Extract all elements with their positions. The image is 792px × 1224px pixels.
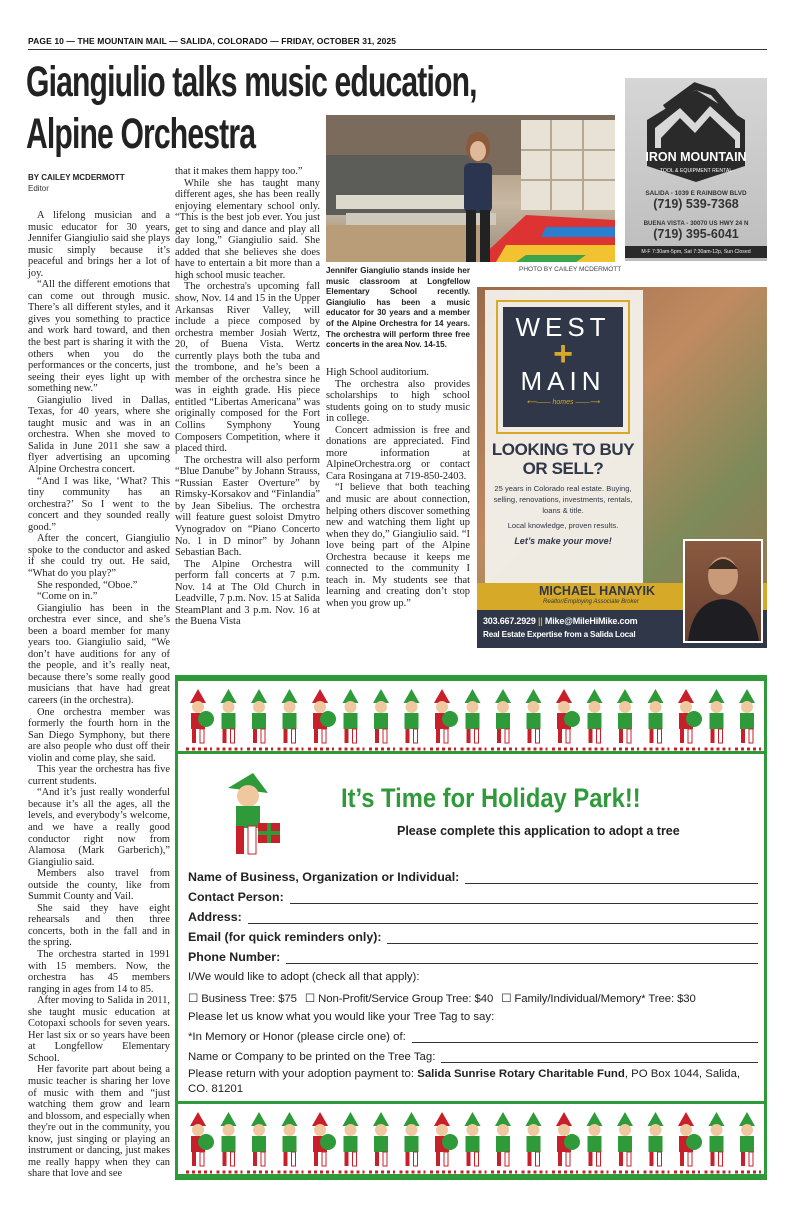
elves-santa-icon-row — [178, 1104, 764, 1174]
article-paragraph: “All the different emotions that can come out through music. There’s all different styles, and it gives you something to practice and work hard toward, and then the best part is sharing it with the others when you do the performances or the concerts, just seeing their eyes light up with something new.” — [28, 279, 170, 395]
photo-caption: Jennifer Giangiulio stands inside her music classroom at Longfellow Elementary School recently. Giangiulio has been a music educator for 30 years and a member of the Alpine Orchestra for 14 years. The orchestra will perform three free concerts in the area Nov. 14-15. — [326, 266, 470, 350]
elf-icon — [247, 689, 273, 749]
article-paragraph: “Come on in.” — [37, 591, 98, 603]
adopt-options — [188, 991, 758, 1005]
elf-icon — [247, 1112, 273, 1172]
article-paragraph: The orchestra also provides scholarships to high school students going on to study music in college. — [326, 378, 470, 425]
article-paragraph: The orchestra will also perform “Blue Danube” by Johann Strauss, “Russian Easter Overture” by Rimsky-Korsakov and “Finlandia” by Jean Sibelius. The orchestra will feature guest soloist Dmytro Vynogradov on “Piano Concerto No. 1 in D minor” by Johann Sebastian Bach. — [175, 454, 320, 559]
elf-icon — [583, 1112, 609, 1172]
elf-icon — [644, 689, 670, 749]
logo-west: WEST — [515, 312, 611, 342]
santa-icon — [308, 689, 336, 749]
article-paragraph: A lifelong musician and a music educator for 30 years, Jennifer Giangiulio said she plays music simply because it’s peaceful and brings her a lot of joy. — [28, 210, 170, 279]
field-tree-tag-name[interactable] — [188, 1051, 758, 1063]
ad-body-2: Local knowledge, proven results. — [507, 521, 619, 530]
ad-west-main-homes[interactable] — [477, 287, 767, 648]
elf-icon — [491, 1112, 517, 1172]
elf-icon — [613, 1112, 639, 1172]
elf-icon — [461, 1112, 487, 1172]
article-paragraph: “I believe that both teaching and music are about connection, helping others discover something new and watching them light up when they do,” Giangiulio said. “I love being part of the Alpine Orchestra because it keeps me connected to the community I teach in. My students see that learning and creating don’t stop when you grow up.” — [326, 482, 470, 609]
elf-icon — [217, 689, 243, 749]
elf-icon — [369, 1112, 395, 1172]
article-paragraph: This year the orchestra has five current students. — [28, 764, 170, 787]
article-paragraph: After moving to Salida in 2011, she taught music education at Cotopaxi schools for seven years. Her last six or so years have been at Longfellow Elementary School. — [28, 995, 170, 1064]
return-instructions — [188, 1067, 753, 1097]
article-photo — [326, 115, 615, 262]
article-paragraph: Giangiulio lived in Dallas, Texas, for 40 years, where she taught music and was in an orchestra. When she moved to Salida in June 2011 she saw a flyer advertising an upcoming Alpine Orchestra concert. — [28, 394, 170, 476]
elf-icon — [705, 689, 731, 749]
elf-icon — [491, 689, 517, 749]
field-name-business[interactable] — [188, 870, 758, 884]
option-label: Family/Individual/Memory* Tree: $30 — [514, 993, 696, 1005]
holiday-subtitle: Please complete this application to adopt a tree — [397, 824, 680, 838]
agent-photo — [683, 539, 763, 643]
input-line[interactable] — [412, 1033, 758, 1043]
adopt-prompt: I/We would like to adopt (check all that apply): — [188, 971, 420, 983]
agent-contact[interactable] — [483, 616, 637, 626]
input-line[interactable] — [248, 914, 758, 924]
page-folio: PAGE 10 — THE MOUNTAIN MAIL — SALIDA, COLORADO — FRIDAY, OCTOBER 31, 2025 — [28, 36, 397, 46]
classroom-photo-illustration — [326, 115, 615, 262]
elf-icon — [400, 1112, 426, 1172]
photo-credit: PHOTO BY CAILEY MCDERMOTT — [519, 266, 622, 273]
iron-phone-salida: (719) 539-7368 — [653, 197, 739, 211]
article-paragraph: The orchestra's upcoming fall show, Nov. 14 and 15 in the Upper Arkansas River Valley, will include a piece composed by orchestra member Josiah Wertz, 20, of Buena Vista. Wertz currently plays both the tuba and the trombone, and he’s been a member of the orchestra since he was in eighth grade. His piece entitled “Libertas Americana” was originally composed for the Fort Collins Symphony Young Composers Competition, where it placed third. — [175, 281, 320, 455]
logo-homes-arrow: ⟵—— homes ——⟶ — [526, 399, 600, 406]
article-paragraph: After the concert, Giangiulio spoke to the conductor and asked if she could try out. He said, “What do you play?” — [28, 533, 170, 579]
article-paragraph: that it makes them happy too.” — [175, 166, 303, 177]
article-paragraph: High School auditorium. — [326, 367, 430, 378]
input-line[interactable] — [290, 894, 758, 904]
elves-border-top — [178, 678, 764, 754]
elf-icon — [339, 689, 365, 749]
santa-icon — [674, 1112, 702, 1172]
return-org: Salida Sunrise Rotary Charitable Fund — [417, 1068, 625, 1080]
elf-with-gift-icon — [208, 768, 288, 863]
field-label: Name or Company to be printed on the Tree Tag: — [188, 1051, 436, 1063]
elf-icon — [735, 689, 761, 749]
input-line[interactable] — [286, 954, 758, 964]
ad-text-flow — [487, 440, 639, 547]
elves-santa-icon-row — [178, 681, 764, 751]
iron-location-salida: SALIDA - 1039 E RAINBOW BLVD — [645, 190, 747, 197]
elf-icon — [613, 689, 639, 749]
field-memory-honor[interactable] — [188, 1031, 758, 1043]
option-family-tree[interactable]: ☐ Family/Individual/Memory* Tree: $30 — [501, 993, 696, 1005]
field-address[interactable] — [188, 910, 758, 924]
iron-mountain-logo-sub: TOOL & EQUIPMENT RENTAL — [659, 168, 733, 174]
headline-line-1: Giangiulio talks music education, — [26, 58, 477, 106]
input-line[interactable] — [465, 874, 758, 884]
article-paragraph: The orchestra started in 1991 with 15 members. Now, the orchestra has 45 members ranging in ages from 14 to 85. — [28, 949, 170, 995]
field-label: Contact Person: — [188, 890, 284, 904]
elf-icon — [217, 1112, 243, 1172]
elf-icon — [735, 1112, 761, 1172]
article-paragraph: She said they have eight rehearsals and then three concerts, both in the fall and in the spring. — [28, 902, 170, 949]
iron-phone-buena-vista: (719) 395-6041 — [653, 227, 739, 241]
headline-line-2: Alpine Orchestra — [26, 110, 256, 158]
ad-footer: Real Estate Expertise from a Salida Local — [483, 630, 636, 639]
elf-icon — [522, 1112, 548, 1172]
elf-icon — [339, 1112, 365, 1172]
option-label: Non-Profit/Service Group Tree: $40 — [318, 993, 494, 1005]
elf-icon — [278, 689, 304, 749]
ad-tagline: Let’s make your move! — [514, 536, 612, 546]
field-label: *In Memory or Honor (please circle one) of: — [188, 1031, 406, 1043]
elf-icon — [705, 1112, 731, 1172]
agent-portrait — [685, 541, 761, 641]
option-label: Business Tree: $75 — [201, 993, 297, 1005]
return-prefix: Please return with your adoption payment to: — [188, 1068, 418, 1080]
input-line[interactable] — [387, 934, 758, 944]
iron-mountain-logo — [625, 78, 767, 183]
field-email[interactable] — [188, 930, 758, 944]
ad-body: 25 years in Colorado real estate. Buying, selling, renovations, investments, rentals, loans & title. — [493, 484, 633, 515]
article-paragraph: Members also travel from outside the county, like from Summit County and Vail. — [28, 868, 170, 903]
elf-icon — [278, 1112, 304, 1172]
elf-icon — [369, 689, 395, 749]
agent-name: MICHAEL HANAYIK — [539, 584, 655, 598]
elf-icon — [400, 689, 426, 749]
agent-title: Realtor/Employing Associate Broker — [543, 599, 639, 605]
header-rule — [28, 49, 767, 50]
byline: BY CAILEY MCDERMOTT — [28, 173, 125, 182]
option-business-tree[interactable]: ☐ Business Tree: $75 — [188, 993, 297, 1005]
logo-homes: homes — [552, 399, 574, 406]
article-paragraph: Concert admission is free and donations are appreciated. Find more information at AlpineOrchestra.org or contact Cara Rosingana at 719-850-2403. — [326, 424, 470, 482]
article-paragraph: While she has taught many different ages, she has been really enjoying elementary school only. “This is the best job ever. You just get to sing and dance and play all day long,” Giangiulio said. She added that she believes she does have to entertain a bit more than a high school music teacher. — [175, 177, 320, 281]
elf-icon — [644, 1112, 670, 1172]
ad-holiday-park-form — [175, 675, 767, 1180]
article-column-1 — [28, 210, 170, 1180]
elves-border-bottom — [178, 1101, 764, 1177]
santa-icon — [430, 689, 458, 749]
agent-phone[interactable]: 303.667.2929 — [483, 616, 536, 626]
option-nonprofit-tree[interactable]: ☐ Non-Profit/Service Group Tree: $40 — [304, 993, 494, 1005]
santa-icon — [552, 689, 580, 749]
article-paragraph: Her favorite part about being a music teacher is sharing her love of music with them and “just watching them grow and learn and blossom, and especially when they're out in the community, you know, just singing or playing an instrument or dancing, just makes me really happy when they can share that love and see — [28, 1064, 170, 1180]
elf-icon — [522, 689, 548, 749]
field-label: Phone Number: — [188, 950, 281, 964]
ad-iron-mountain[interactable] — [625, 78, 767, 261]
article-paragraph: One orchestra member was formerly the fourth horn in the San Diego Symphony, but there are also people who dust off their violin and come play, she said. — [28, 706, 170, 764]
santa-icon — [186, 1112, 214, 1172]
article-paragraph: She responded, “Oboe.” — [37, 579, 138, 591]
holiday-title: It’s Time for Holiday Park!! — [341, 783, 641, 813]
article-paragraph: “And I was like, ‘What? This tiny community has an orchestra?’ So I went to the concert and they sounded really good.” — [28, 475, 170, 533]
santa-icon — [186, 689, 214, 749]
santa-icon — [674, 689, 702, 749]
west-main-logo — [496, 300, 630, 434]
field-phone[interactable] — [188, 950, 758, 964]
iron-location-buena-vista: BUENA VISTA - 30070 US HWY 24 N — [643, 220, 749, 227]
article-paragraph: “And it’s just really wonderful because it’s all the ages, all the levels, and everybody’s welcome, and we have a really good conductor right now from Alamosa (Mark Garberich),” Giangiulio said. — [28, 787, 170, 868]
elf-icon — [461, 689, 487, 749]
santa-icon — [308, 1112, 336, 1172]
iron-mountain-logo-text: IRON MOUNTAIN — [645, 150, 747, 164]
field-label: Name of Business, Organization or Individual: — [188, 870, 460, 884]
ad-headline: LOOKING TO BUY OR SELL? — [491, 440, 635, 478]
logo-main: MAIN — [520, 366, 606, 396]
tag-prompt: Please let us know what you would like your Tree Tag to say: — [188, 1011, 495, 1023]
agent-email[interactable]: Mike@MileHiMike.com — [544, 616, 638, 626]
field-label: Address: — [188, 910, 242, 924]
santa-icon — [430, 1112, 458, 1172]
elf-icon — [583, 689, 609, 749]
input-line[interactable] — [441, 1053, 758, 1063]
field-contact-person[interactable] — [188, 890, 758, 904]
field-label: Email (for quick reminders only): — [188, 930, 382, 944]
byline-role: Editor — [28, 184, 49, 193]
article-paragraph: Giangiulio has been in the orchestra ever since, and she’s been a board member for many years too. Giangiulio said, “We don’t have auditions for any of the people, and it’s really neat, because there’s some really good musicians that have had great careers (in the orchestra). — [28, 602, 170, 706]
separator: || — [537, 616, 543, 626]
article-paragraph: The Alpine Orchestra will perform fall concerts at 7 p.m. Nov. 14 at The Old Church in Leadville, 7 p.m. Nov. 15 at Salida SteamPlant and 3 p.m. Nov. 16 at the Buena Vista — [175, 558, 320, 628]
article-column-2 — [175, 166, 320, 628]
santa-icon — [552, 1112, 580, 1172]
logo-plus: + — [553, 335, 573, 373]
article-column-3 — [326, 367, 470, 609]
iron-hours: M-F 7:30am-5pm, Sat 7:30am-12p, Sun Closed — [625, 246, 767, 258]
return-address: , PO Box 1044, Salida, CO. 81201 — [188, 1068, 741, 1095]
